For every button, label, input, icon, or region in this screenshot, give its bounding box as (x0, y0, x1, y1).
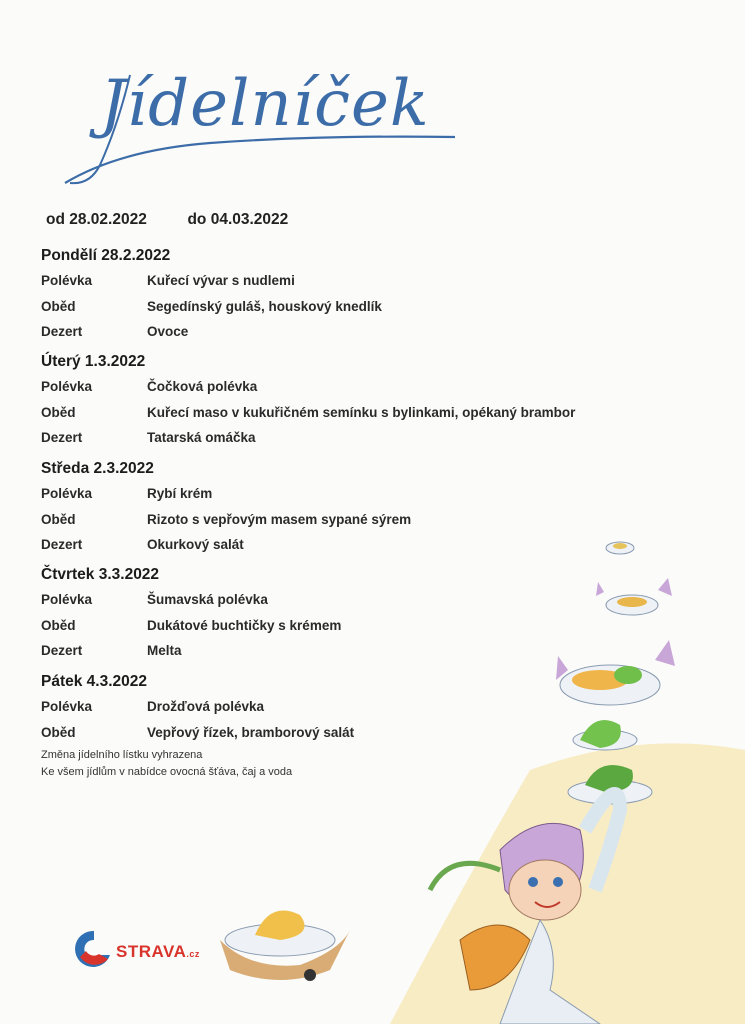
day-title: Úterý 1.3.2022 (41, 353, 146, 370)
row-label: Dezert (41, 537, 83, 552)
date-range (46, 211, 288, 229)
from-label: od (46, 211, 65, 228)
flying-plate-icon (573, 720, 637, 750)
strava-logo (72, 927, 202, 973)
row-value: Kuřecí maso v kukuřičném semínku s bylinkami, opékaný brambor (147, 404, 576, 420)
note-change: Změna jídelního lístku vyhrazena (41, 749, 203, 761)
row-value: Melta (147, 643, 182, 658)
to-label: do (187, 211, 207, 228)
row-value: Vepřový řízek, bramborový salát (147, 724, 355, 740)
row-label: Dezert (41, 643, 83, 658)
fairy-illustration (200, 470, 745, 1024)
menu-row (41, 319, 641, 345)
row-label: Polévka (41, 273, 93, 288)
row-label: Oběd (41, 511, 76, 527)
flying-plate-icon (556, 640, 675, 705)
row-value: Drožďová polévka (147, 699, 264, 714)
menu-row (41, 268, 641, 294)
menu-row (41, 400, 641, 426)
row-value: Rybí krém (147, 486, 213, 501)
menu-row (41, 374, 641, 400)
row-value: Okurkový salát (147, 537, 244, 552)
row-value: Tatarská omáčka (147, 430, 256, 445)
row-value: Rizoto s vepřovým masem sypané sýrem (147, 511, 412, 527)
row-label: Dezert (41, 430, 83, 445)
day-title: Středa 2.3.2022 (41, 460, 154, 477)
menu-row (41, 294, 641, 320)
row-value: Šumavská polévka (147, 592, 268, 607)
to-date: 04.03.2022 (210, 211, 289, 228)
menu-row (41, 425, 641, 451)
row-label: Oběd (41, 617, 76, 633)
day-title: Pondělí 28.2.2022 (41, 247, 171, 264)
page-title: Jídelníček (100, 67, 430, 141)
row-label: Oběd (41, 298, 76, 314)
day-block-monday (41, 244, 641, 345)
row-value: Ovoce (147, 324, 189, 339)
row-value: Dukátové buchtičky s krémem (147, 617, 342, 633)
plate-with-food-icon (220, 911, 350, 982)
row-label: Dezert (41, 324, 83, 339)
flying-plate-icon (596, 578, 672, 615)
row-label: Oběd (41, 724, 76, 740)
row-label: Polévka (41, 699, 93, 714)
logo-suffix: .cz (186, 949, 200, 959)
row-label: Polévka (41, 486, 93, 501)
title-area (60, 55, 480, 195)
title-flourish (60, 55, 480, 195)
strava-logo-icon (72, 927, 112, 973)
row-value: Čočková polévka (147, 379, 258, 394)
logo-name: STRAVA (116, 942, 187, 961)
note-drinks: Ke všem jídlům v nabídce ovocná šťáva, čaj a voda (41, 766, 293, 778)
flying-plate-icon (606, 542, 634, 554)
row-label: Polévka (41, 592, 93, 607)
row-value: Segedínský guláš, houskový knedlík (147, 298, 382, 314)
row-label: Oběd (41, 404, 76, 420)
row-label: Polévka (41, 379, 93, 394)
day-block-tuesday (41, 350, 641, 451)
row-value: Kuřecí vývar s nudlemi (147, 273, 295, 288)
day-title: Pátek 4.3.2022 (41, 673, 148, 690)
day-title: Čtvrtek 3.3.2022 (41, 566, 160, 583)
from-date: 28.02.2022 (69, 211, 147, 228)
